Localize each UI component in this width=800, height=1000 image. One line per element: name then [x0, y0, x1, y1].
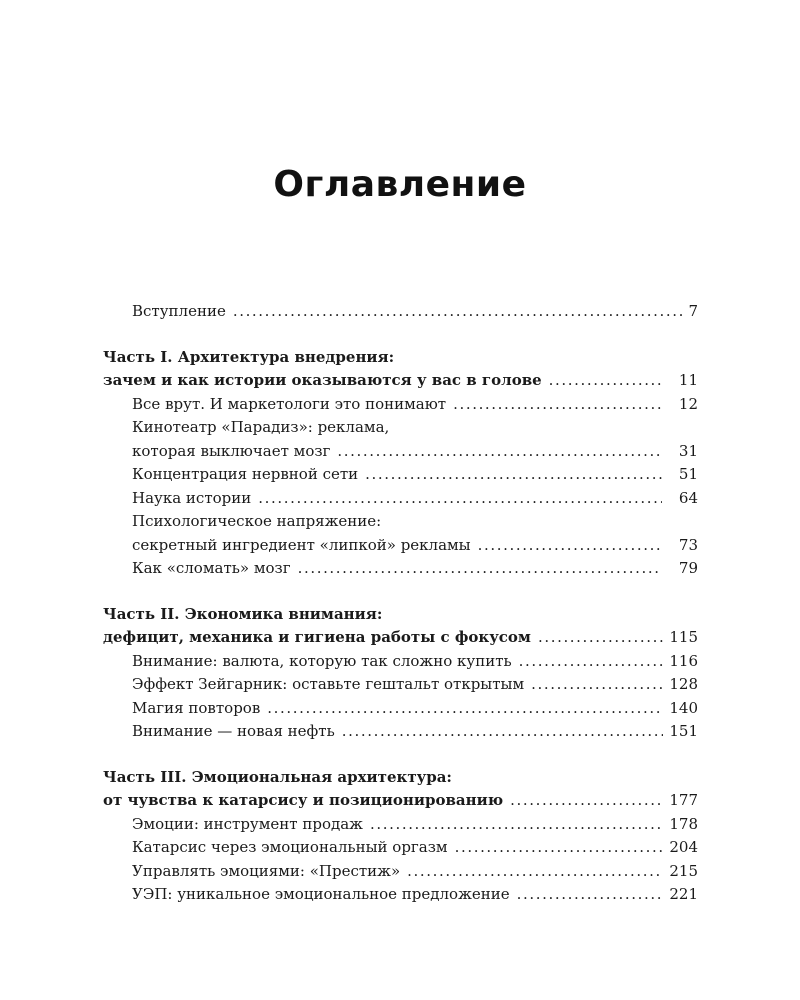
dot-leader	[258, 487, 662, 511]
part-heading-1-line2[interactable]	[103, 369, 698, 393]
toc-entry[interactable]	[103, 534, 698, 558]
toc-entry-title: Все врут. И маркетологи это понимают	[132, 394, 447, 413]
dot-leader	[298, 557, 662, 581]
part-heading-line1: Часть I. Архитектура внедрения:	[103, 347, 395, 366]
toc-page-number: 116	[669, 651, 698, 670]
dot-leader	[531, 673, 663, 697]
toc-page-number: 31	[678, 441, 698, 460]
toc-page-number: 115	[669, 628, 698, 646]
dot-leader	[478, 534, 662, 558]
dot-leader	[233, 300, 683, 324]
toc-entry[interactable]	[103, 813, 698, 837]
toc-entry[interactable]	[103, 836, 698, 860]
toc-entry-line1[interactable]	[103, 510, 698, 534]
dot-leader	[453, 393, 662, 417]
part-heading-line2: дефицит, механика и гигиена работы с фокусом	[103, 628, 531, 646]
part-heading-2[interactable]	[103, 603, 698, 627]
toc-page-number: 79	[678, 559, 698, 577]
part-heading-line2: от чувства к катарсису и позиционированию	[103, 791, 504, 809]
toc-page-number: 178	[669, 814, 698, 833]
part-heading-3-line2[interactable]	[103, 789, 698, 813]
toc-entry-title: Как «сломать» мозг	[132, 559, 291, 577]
dot-leader	[549, 369, 662, 393]
toc-entry-title: секретный ингредиент «липкой» рекламы	[132, 535, 471, 554]
dot-leader	[365, 463, 662, 487]
dot-leader	[519, 650, 664, 674]
toc-entry[interactable]	[103, 720, 698, 744]
dot-leader	[342, 720, 664, 744]
toc-entry[interactable]	[103, 650, 698, 674]
part-heading-line2: зачем и как истории оказываются у вас в голове	[103, 371, 542, 389]
toc-entry-title-line1: Кинотеатр «Парадиз»: реклама,	[132, 418, 390, 436]
toc-page-number: 12	[678, 394, 698, 413]
page-title: Оглавление	[273, 164, 527, 205]
toc-entry-title-line1: Психологическое напряжение:	[132, 512, 382, 530]
part-heading-2-line2[interactable]	[103, 626, 698, 650]
toc-page-number: 204	[669, 838, 698, 856]
dot-leader	[510, 789, 663, 813]
part-heading-3[interactable]	[103, 766, 698, 790]
toc-entry-intro[interactable]	[103, 300, 698, 324]
toc-entry-title: Наука истории	[132, 488, 252, 507]
toc-entry-title: УЭП: уникальное эмоциональное предложение	[132, 885, 510, 903]
toc-entry-title: Катарсис через эмоциональный оргазм	[132, 838, 448, 856]
toc-entry[interactable]	[103, 860, 698, 884]
toc-entry-title: Внимание — новая нефть	[132, 722, 335, 740]
table-of-contents	[103, 300, 698, 907]
toc-entry-line1[interactable]	[103, 416, 698, 440]
dot-leader	[370, 813, 663, 837]
toc-page-number: 177	[669, 791, 698, 809]
dot-leader	[337, 440, 662, 464]
dot-leader	[538, 626, 663, 650]
toc-entry[interactable]	[103, 557, 698, 581]
toc-entry-title: Эффект Зейгарник: оставьте гештальт открытым	[132, 675, 525, 693]
dot-leader	[267, 697, 663, 721]
part-heading-1[interactable]	[103, 346, 698, 370]
toc-page-number: 64	[678, 488, 698, 507]
toc-entry[interactable]	[103, 487, 698, 511]
toc-entry-title: Магия повторов	[132, 698, 261, 717]
toc-page-number: 221	[669, 885, 698, 903]
dot-leader	[455, 836, 664, 860]
toc-page-number: 11	[678, 371, 698, 389]
toc-entry-title: которая выключает мозг	[132, 441, 331, 460]
toc-page-number: 128	[669, 675, 698, 693]
toc-entry[interactable]	[103, 883, 698, 907]
toc-page-number: 140	[669, 698, 698, 717]
toc-entry[interactable]	[103, 463, 698, 487]
toc-page-number: 7	[688, 302, 698, 320]
part-heading-line1: Часть III. Эмоциональная архитектура:	[103, 767, 452, 786]
toc-entry-title: Вступление	[132, 302, 226, 320]
toc-entry-title: Управлять эмоциями: «Престиж»	[132, 861, 401, 880]
toc-page-number: 51	[678, 465, 698, 483]
toc-entry-title: Эмоции: инструмент продаж	[132, 814, 363, 833]
toc-page-number: 73	[678, 535, 698, 554]
toc-page-number: 151	[669, 722, 698, 740]
toc-entry[interactable]	[103, 440, 698, 464]
dot-leader	[407, 860, 663, 884]
toc-entry[interactable]	[103, 697, 698, 721]
toc-entry-title: Концентрация нервной сети	[132, 465, 359, 483]
dot-leader	[517, 883, 664, 907]
toc-entry[interactable]	[103, 393, 698, 417]
toc-page-number: 215	[669, 861, 698, 880]
part-heading-line1: Часть II. Экономика внимания:	[103, 604, 383, 623]
toc-entry[interactable]	[103, 673, 698, 697]
toc-entry-title: Внимание: валюта, которую так сложно купить	[132, 651, 512, 670]
